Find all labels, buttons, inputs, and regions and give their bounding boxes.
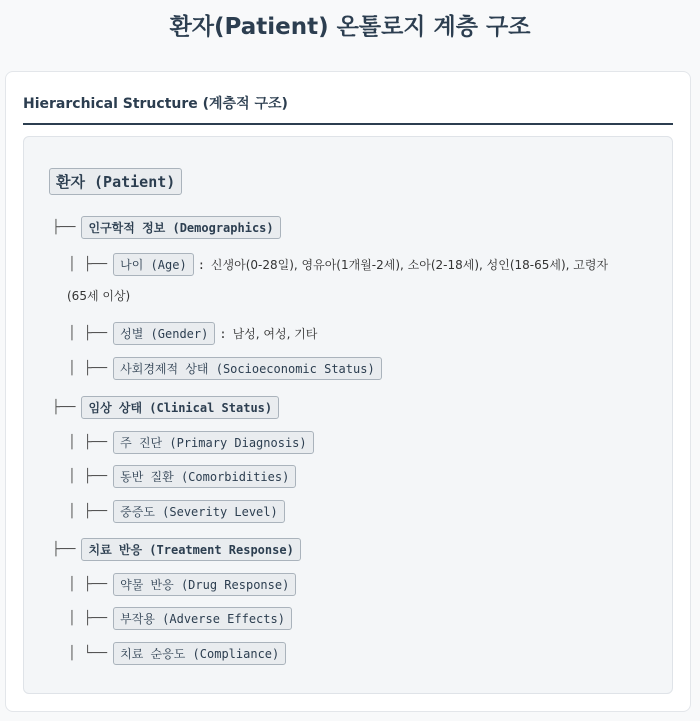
node-compliance: 치료 순응도 (Compliance): [113, 642, 286, 665]
node-severity: 중증도 (Severity Level): [113, 500, 285, 523]
node-demographics: 인구학적 정보 (Demographics): [81, 216, 280, 239]
page-title: 환자(Patient) 온톨로지 계층 구조: [169, 14, 531, 40]
tree-item-gender: [68, 322, 317, 345]
tree-connector: │ ├──: [68, 504, 108, 519]
node-clinical-status: 임상 상태 (Clinical Status): [81, 396, 279, 419]
tree-connector: │ ├──: [68, 257, 108, 272]
tree-item-drug-response: [68, 573, 296, 596]
tree-connector: │ ├──: [68, 611, 108, 626]
age-detail-continued: (65세 이상): [67, 289, 131, 303]
node-drug-response: 약물 반응 (Drug Response): [113, 573, 296, 596]
tree-item-socioeconomic: [68, 357, 382, 380]
tree-connector: │ ├──: [68, 435, 108, 450]
tree-connector: │ ├──: [68, 361, 108, 376]
tree-connector: │ └──: [68, 646, 108, 661]
tree-group-demographics: [52, 216, 281, 239]
node-socioeconomic: 사회경제적 상태 (Socioeconomic Status): [113, 357, 382, 380]
tree-group-treatment: [52, 538, 301, 561]
node-gender: 성별 (Gender): [113, 322, 215, 345]
tree-connector: ├──: [52, 400, 76, 415]
node-treatment-response: 치료 반응 (Treatment Response): [81, 538, 300, 561]
tree-root-node: 환자 (Patient): [49, 168, 182, 195]
tree-item-compliance: [68, 642, 286, 665]
separator: :: [197, 257, 205, 272]
tree-item-comorbidities: [68, 465, 296, 488]
tree-group-clinical: [52, 396, 279, 419]
tree-item-primary-diagnosis: [68, 431, 314, 454]
section-heading: Hierarchical Structure (계층적 구조): [23, 93, 673, 125]
separator: :: [219, 326, 227, 341]
tree-item-severity: [68, 500, 285, 523]
structure-card: [5, 71, 691, 712]
tree-item-adverse-effects: [68, 607, 292, 630]
node-comorbidities: 동반 질환 (Comorbidities): [113, 465, 296, 488]
tree-connector: ├──: [52, 542, 76, 557]
node-primary-diagnosis: 주 진단 (Primary Diagnosis): [113, 431, 314, 454]
tree-connector: │ ├──: [68, 577, 108, 592]
tree-connector: │ ├──: [68, 326, 108, 341]
tree-item-age: [68, 253, 608, 276]
tree-connector: │ ├──: [68, 469, 108, 484]
tree-connector: ├──: [52, 220, 76, 235]
node-adverse-effects: 부작용 (Adverse Effects): [113, 607, 292, 630]
tree-container: [23, 136, 673, 694]
age-detail: 신생아(0-28일), 영유아(1개월-2세), 소아(2-18세), 성인(18-65세), 고령자: [210, 258, 609, 272]
node-age: 나이 (Age): [113, 253, 194, 276]
gender-detail: 남성, 여성, 기타: [232, 327, 318, 341]
